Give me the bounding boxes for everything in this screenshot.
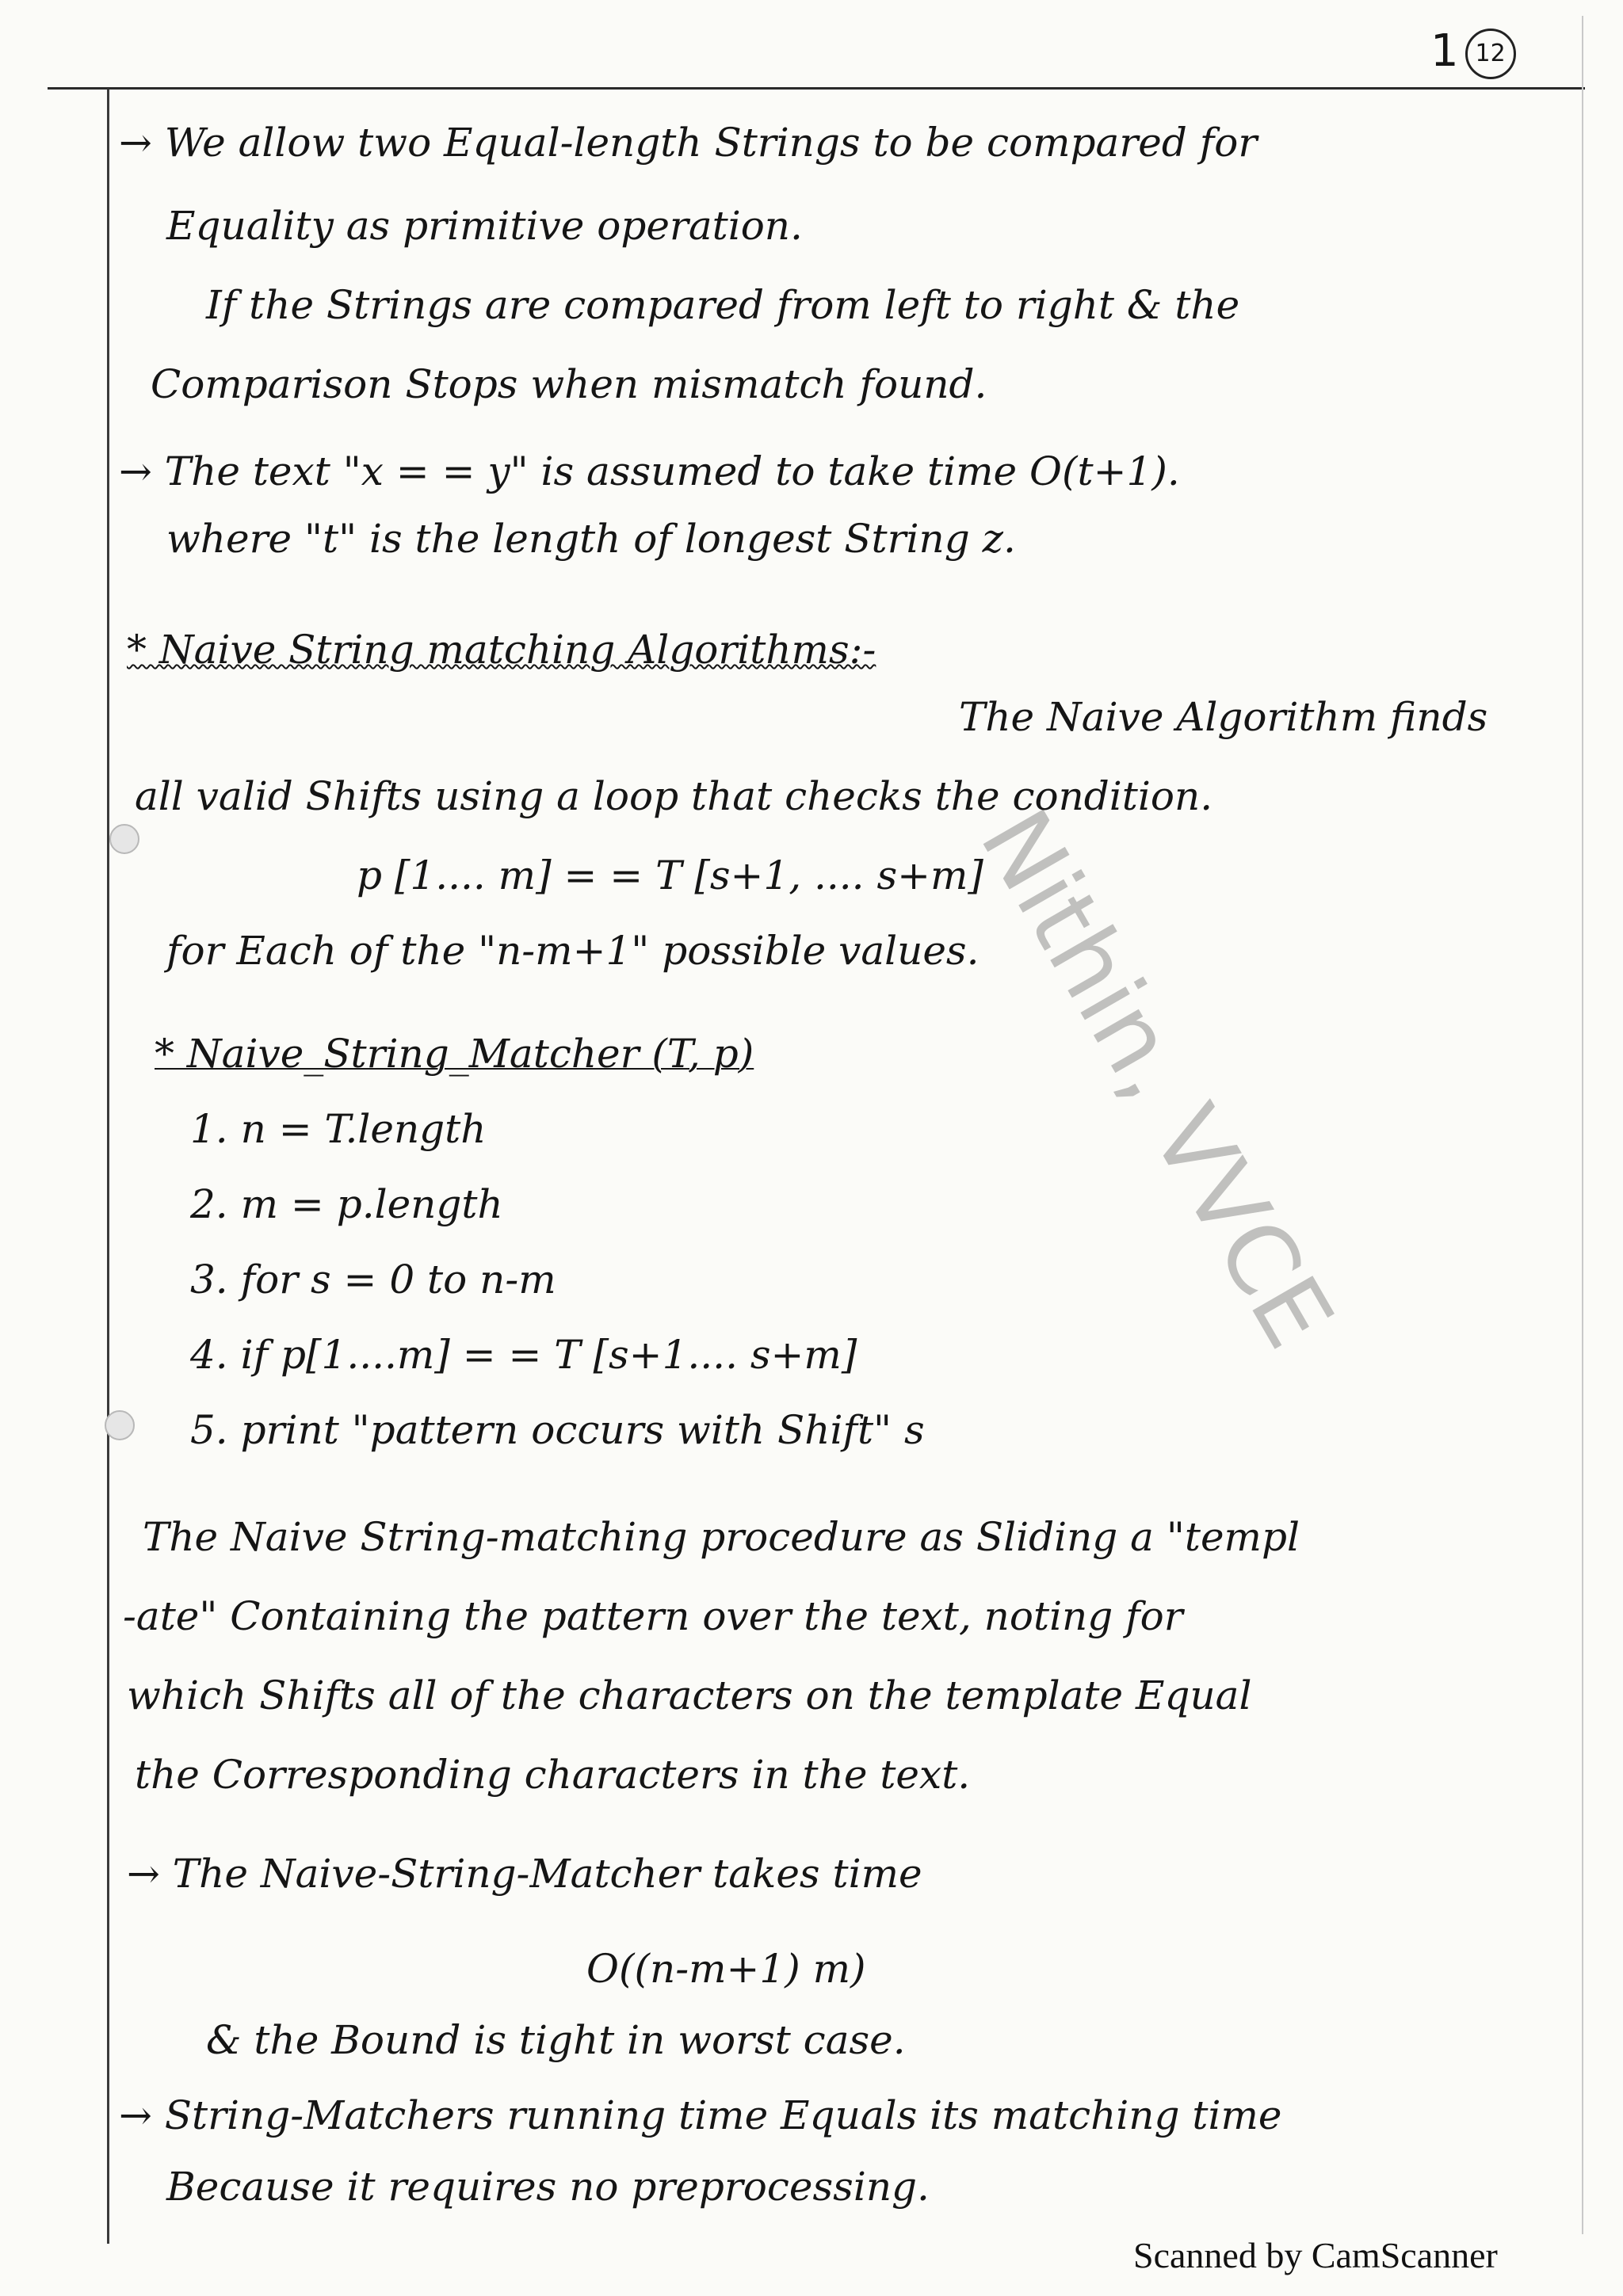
algorithm-step: 1. n = T.length — [190, 1106, 487, 1152]
binder-hole — [109, 824, 139, 854]
note-line: → String-Matchers running time Equals its matching time — [119, 2092, 1282, 2138]
note-line: Because it requires no preprocessing. — [166, 2164, 930, 2210]
note-line: all valid Shifts using a loop that checks the condition. — [135, 773, 1213, 819]
top-margin-line — [48, 87, 1585, 90]
note-line: -ate" Containing the pattern over the text, noting for — [123, 1593, 1183, 1639]
page-number-circled: 12 — [1465, 29, 1516, 79]
watermark: Nithin, VVCE — [958, 792, 1354, 1366]
note-line: Equality as primitive operation. — [166, 203, 803, 249]
note-line: where "t" is the length of longest String z. — [166, 516, 1016, 562]
algorithm-heading: * Naive_String_Matcher (T, p) — [155, 1031, 754, 1077]
section-heading: * Naive String matching Algorithms:- — [127, 627, 876, 673]
note-line: The Naive Algorithm finds — [959, 694, 1488, 740]
note-line: for Each of the "n-m+1" possible values. — [166, 928, 980, 974]
note-line: → The Naive-String-Matcher takes time — [127, 1851, 922, 1897]
note-line: which Shifts all of the characters on the template Equal — [127, 1672, 1252, 1718]
note-line: → The text "x = = y" is assumed to take time O(t+1). — [119, 448, 1180, 494]
algorithm-step: 3. for s = 0 to n-m — [190, 1257, 556, 1302]
page-edge — [1582, 16, 1583, 2234]
page-number-value: 1 — [1430, 25, 1459, 77]
left-margin-line — [107, 89, 109, 2244]
note-line: & the Bound is tight in worst case. — [206, 2017, 906, 2063]
page-number — [1430, 25, 1516, 79]
formula-line: O((n-m+1) m) — [586, 1946, 866, 1992]
note-line: the Corresponding characters in the text. — [135, 1752, 971, 1798]
formula-line: p [1.... m] = = T [s+1, .... s+m] — [357, 852, 983, 898]
algorithm-step: 4. if p[1....m] = = T [s+1.... s+m] — [190, 1332, 857, 1378]
note-line: If the Strings are compared from left to right & the — [206, 282, 1240, 328]
note-line: → We allow two Equal-length Strings to be compared for — [119, 120, 1258, 166]
note-line: The Naive String-matching procedure as Sliding a "templ — [143, 1514, 1300, 1560]
note-line: Comparison Stops when mismatch found. — [151, 361, 987, 407]
algorithm-step: 5. print "pattern occurs with Shift" s — [190, 1407, 925, 1453]
scanner-footer: Scanned by CamScanner — [1133, 2235, 1498, 2275]
binder-hole — [105, 1410, 135, 1440]
algorithm-step: 2. m = p.length — [190, 1181, 503, 1227]
